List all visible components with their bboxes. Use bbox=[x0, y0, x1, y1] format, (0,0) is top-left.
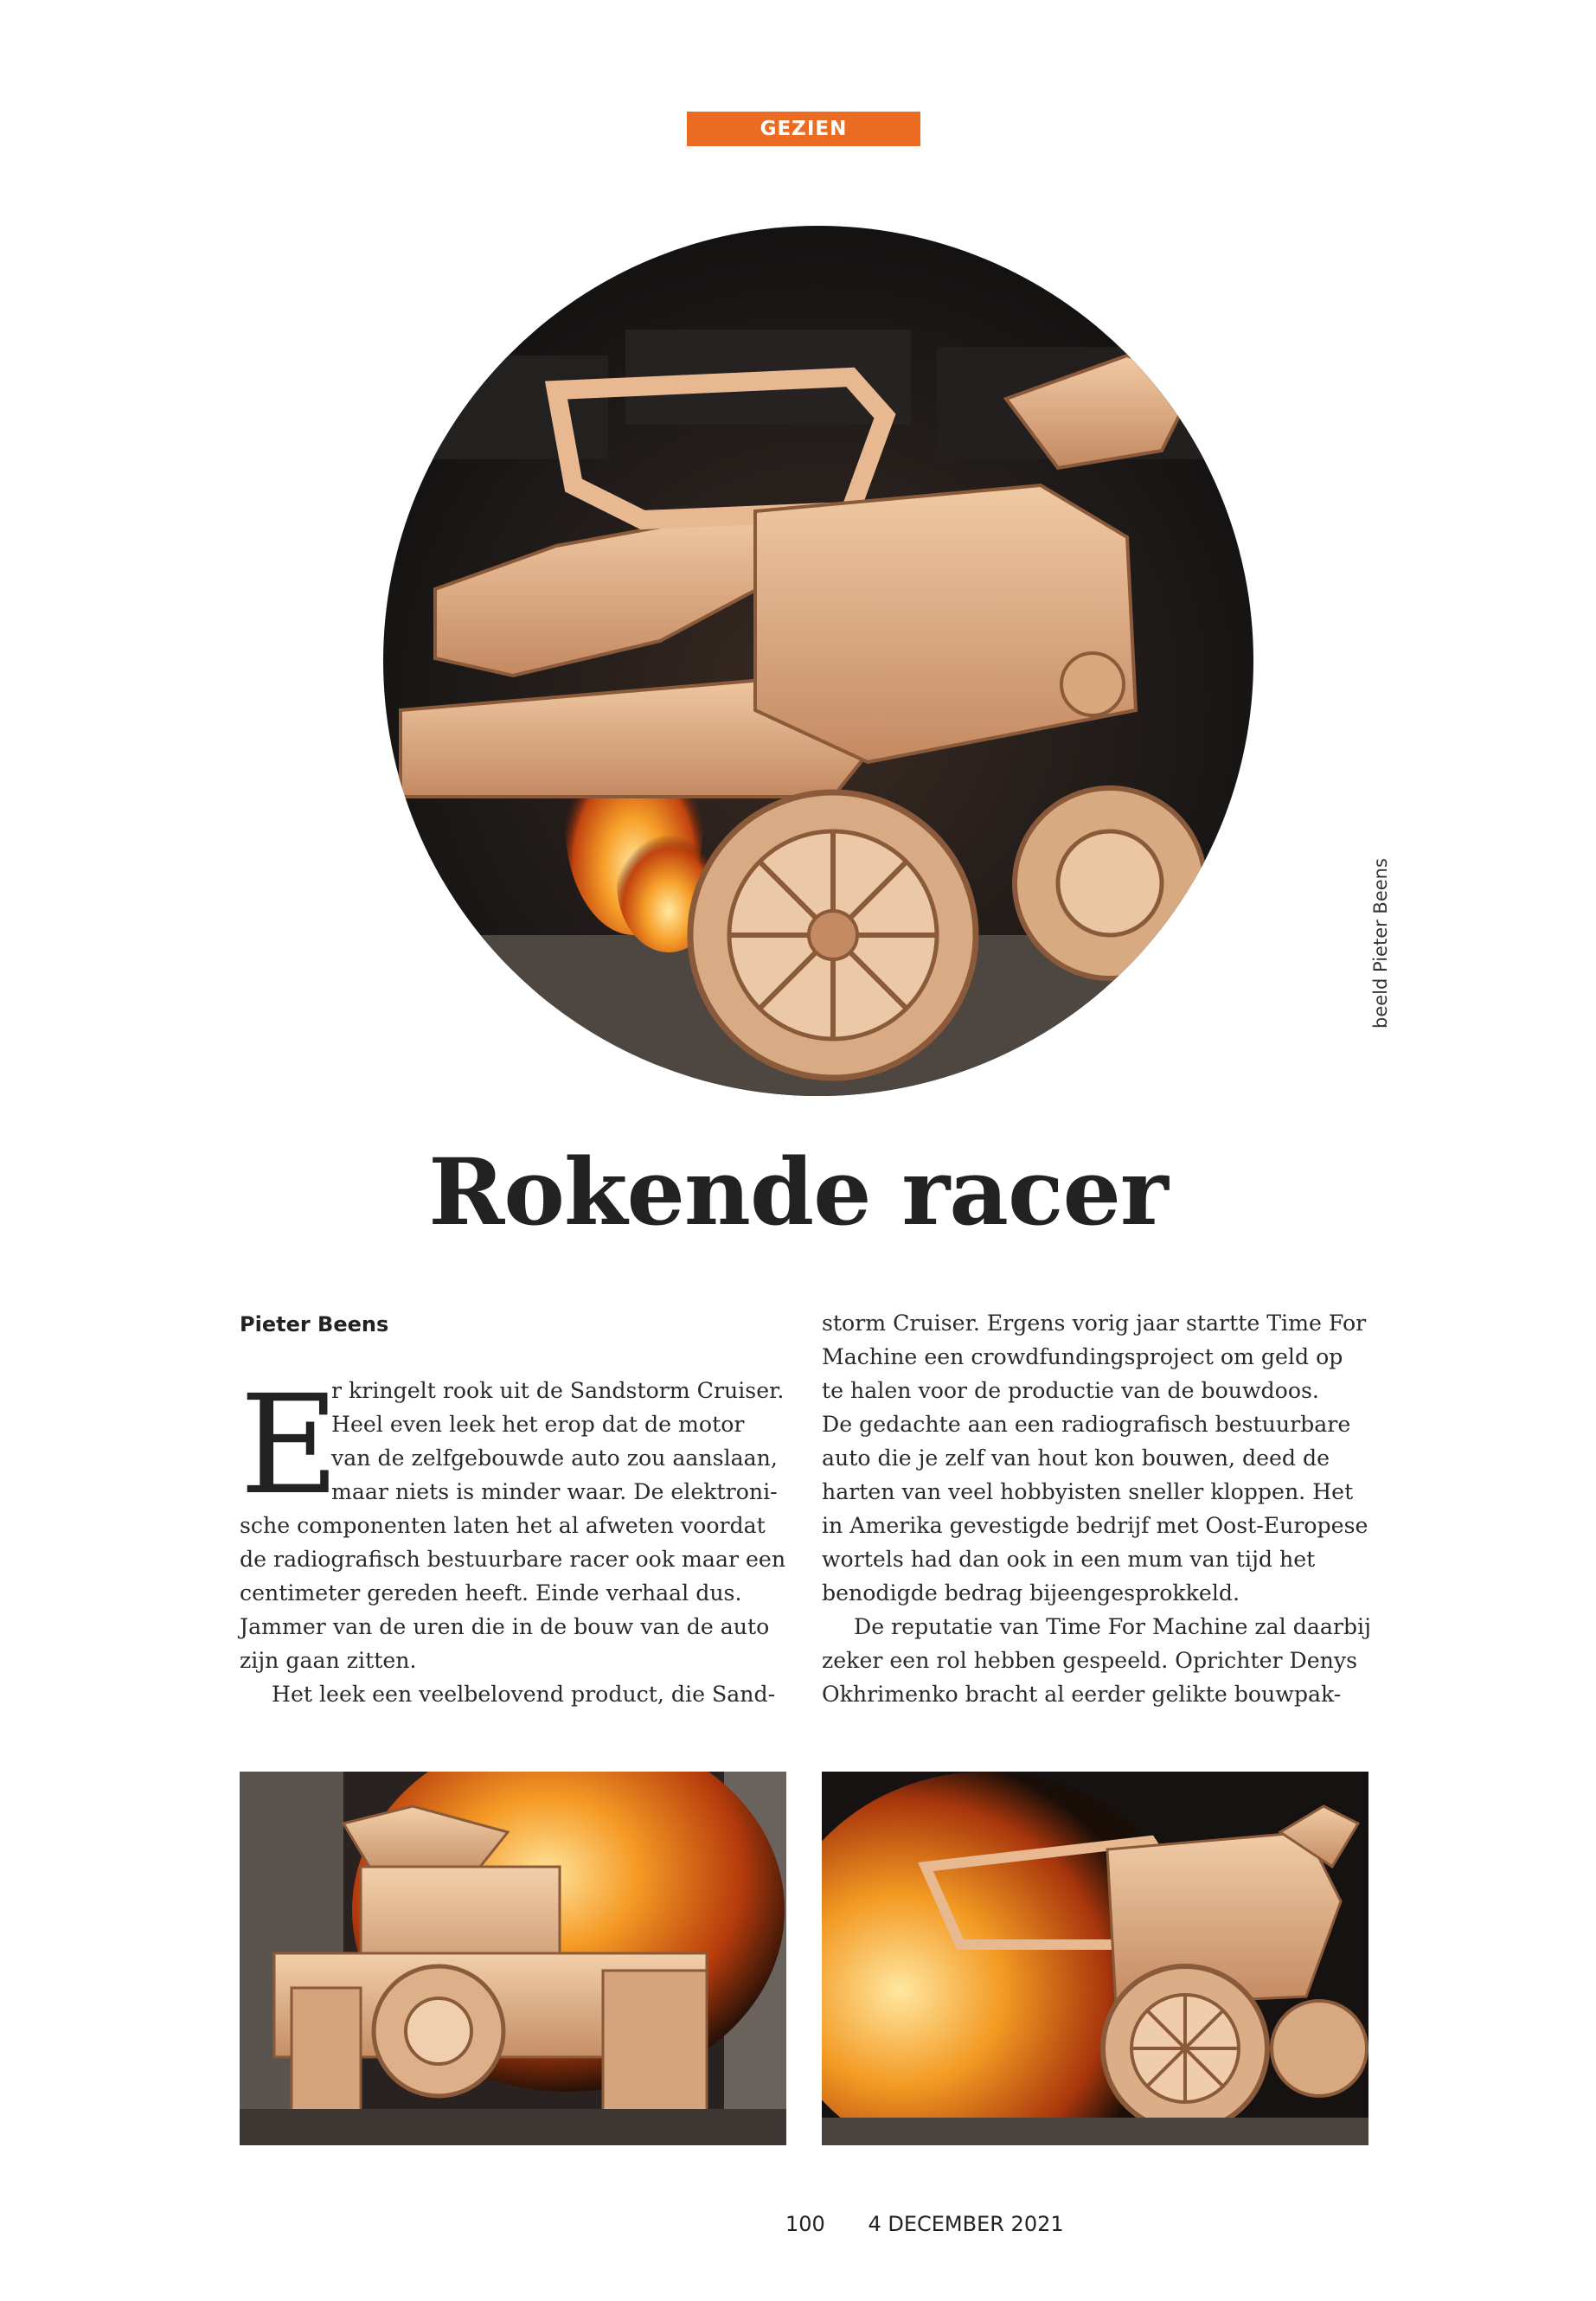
photo-bottom-left bbox=[240, 1772, 786, 2145]
text-line: maar niets is minder waar. De elektroni- bbox=[331, 1479, 778, 1504]
text-line: Okhrimenko bracht al eerder gelikte bouwpak- bbox=[822, 1682, 1342, 1707]
drop-cap: E bbox=[240, 1366, 340, 1525]
text-line: van de zelfgebouwde auto zou aanslaan, bbox=[331, 1445, 778, 1471]
text-line: centimeter gereden heeft. Einde verhaal dus. bbox=[240, 1580, 742, 1606]
text-line: harten van veel hobbyisten sneller kloppen. Het bbox=[822, 1479, 1354, 1504]
text-line: Jammer van de uren die in de bouw van de auto bbox=[240, 1614, 770, 1639]
author-byline: Pieter Beens bbox=[240, 1312, 389, 1336]
wooden-car-fire-image bbox=[240, 1772, 786, 2145]
text-line: benodigde bedrag bijeengesprokkeld. bbox=[822, 1580, 1240, 1606]
article-column-left bbox=[240, 1366, 786, 1711]
text-line: zijn gaan zitten. bbox=[240, 1648, 417, 1673]
text-line: wortels had dan ook in een mum van tijd het bbox=[822, 1547, 1316, 1572]
photo-credit: beeld Pieter Beens bbox=[1370, 858, 1391, 1029]
text-line: zeker een rol hebben gespeeld. Oprichter Denys bbox=[822, 1648, 1358, 1673]
text-line: storm Cruiser. Ergens vorig jaar startte Time For bbox=[822, 1311, 1367, 1336]
text-line: Heel even leek het erop dat de motor bbox=[331, 1412, 745, 1437]
wooden-car-fire-image bbox=[383, 226, 1253, 1096]
article-column-right bbox=[822, 1306, 1371, 1711]
text-line: Het leek een veelbelovend product, die Sand- bbox=[272, 1682, 776, 1707]
photo-bottom-right bbox=[822, 1772, 1368, 2145]
text-line: r kringelt rook uit de Sandstorm Cruiser. bbox=[331, 1378, 785, 1403]
hero-photo-circle bbox=[383, 226, 1253, 1096]
text-line: te halen voor de productie van de bouwdoos. bbox=[822, 1378, 1319, 1403]
text-line: in Amerika gevestigde bedrijf met Oost-Europese bbox=[822, 1513, 1368, 1538]
text-line: Machine een crowdfundingsproject om geld op bbox=[822, 1344, 1343, 1369]
text-line: auto die je zelf van hout kon bouwen, deed de bbox=[822, 1445, 1330, 1471]
section-tag: GEZIEN bbox=[687, 112, 920, 146]
text-line: De gedachte aan een radiografisch bestuurbare bbox=[822, 1412, 1351, 1437]
text-line: de radiografisch bestuurbare racer ook maar een bbox=[240, 1547, 786, 1572]
text-line: sche componenten laten het al afweten voordat bbox=[240, 1513, 766, 1538]
article-title: Rokende racer bbox=[428, 1138, 1168, 1246]
issue-date: 4 DECEMBER 2021 bbox=[868, 2212, 1064, 2236]
text-line: De reputatie van Time For Machine zal daarbij bbox=[854, 1614, 1371, 1639]
page-footer bbox=[785, 2212, 1064, 2236]
wooden-car-fire-image bbox=[822, 1772, 1368, 2145]
page-number: 100 bbox=[785, 2212, 825, 2236]
